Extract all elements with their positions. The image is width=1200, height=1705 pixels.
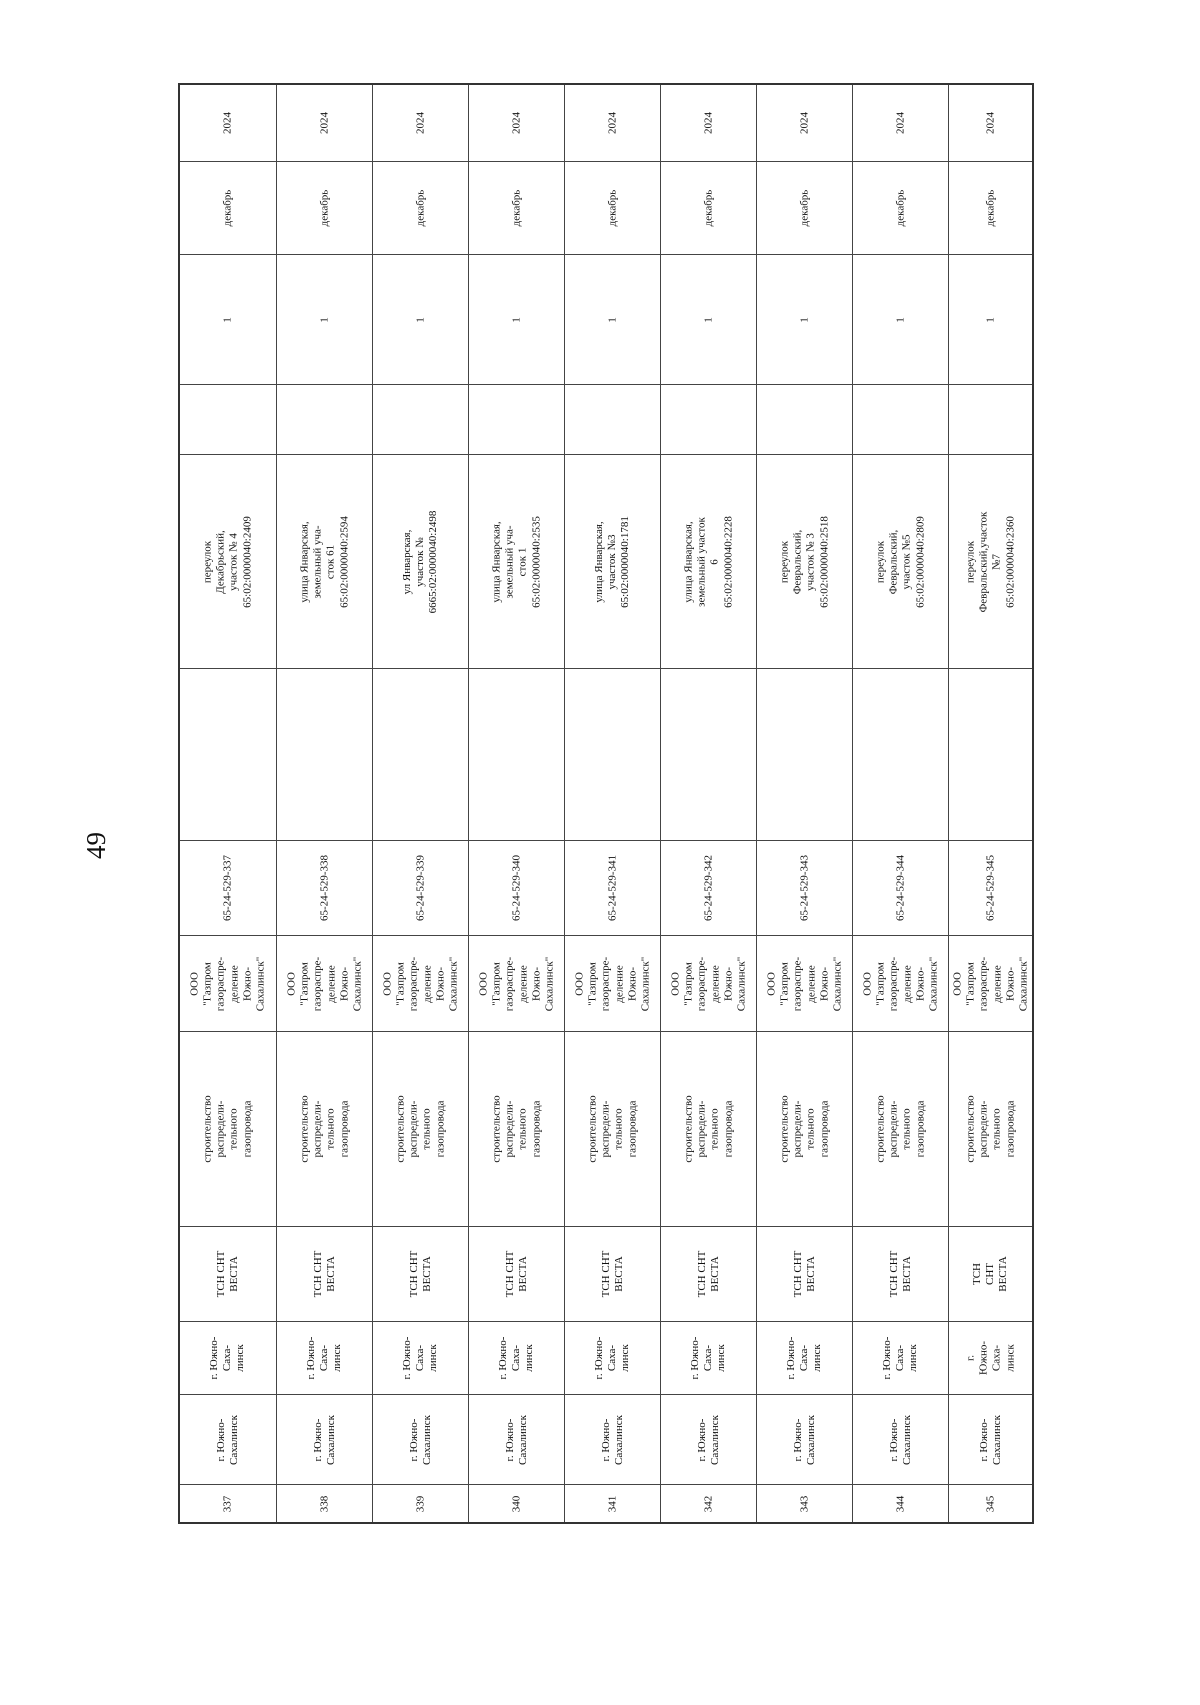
municipality-cell-text: г. Южно- Саха- линск — [964, 1340, 1016, 1376]
municipality-cell — [277, 1321, 372, 1394]
year-cell — [373, 85, 468, 161]
table-row — [660, 85, 756, 1522]
municipality-cell — [949, 1321, 1032, 1394]
address-cell-text: улица Январская, земельный уча- сток 1 65:02:0000040:2535 — [490, 515, 542, 608]
code-cell-text: 65-24-529-338 — [317, 855, 330, 921]
table-row — [468, 85, 564, 1522]
work-cell-text: строительство распредели- тельного газопровода — [964, 1095, 1016, 1163]
year-cell — [853, 85, 948, 161]
table-row — [564, 85, 660, 1522]
code-cell — [469, 840, 564, 935]
blank-cell — [565, 384, 660, 454]
city-cell — [373, 1394, 468, 1484]
code-cell-text: 65-24-529-343 — [797, 855, 810, 921]
address-cell-text: улица Январская, земельный уча- сток 61 65:02:0000040:2594 — [298, 515, 350, 608]
applicant-cell-text: ТСН СНТ ВЕСТА — [599, 1250, 625, 1298]
address-cell — [565, 454, 660, 668]
municipality-cell — [565, 1321, 660, 1394]
code-cell-text: 65-24-529-337 — [221, 855, 234, 921]
code-cell — [757, 840, 852, 935]
applicant-cell — [757, 1226, 852, 1321]
organization-cell — [277, 935, 372, 1031]
city-cell-text: г. Южно-Сахалинск — [977, 1414, 1003, 1465]
work-cell-text: строительство распредели- тельного газопровода — [874, 1095, 926, 1163]
count-cell-text: 1 — [701, 316, 714, 323]
applicant-cell — [469, 1226, 564, 1321]
row-number-cell — [661, 1484, 756, 1522]
row-number-cell-text: 342 — [701, 1495, 714, 1512]
month-cell — [661, 161, 756, 254]
municipality-cell-text: г. Южно- Саха- линск — [688, 1336, 728, 1380]
applicant-cell — [373, 1226, 468, 1321]
work-cell-text: строительство распредели- тельного газопровода — [394, 1095, 446, 1163]
extra-cell — [853, 668, 948, 840]
code-cell-text: 65-24-529-339 — [413, 855, 426, 921]
blank-cell — [853, 384, 948, 454]
city-cell-text: г. Южно-Сахалинск — [503, 1414, 529, 1465]
city-cell-text: г. Южно-Сахалинск — [887, 1414, 913, 1465]
work-cell — [469, 1031, 564, 1226]
organization-cell — [757, 935, 852, 1031]
blank-cell — [373, 384, 468, 454]
address-cell-text: ул Январская, участок № 6665:02:0000040:2498 — [400, 510, 440, 613]
count-cell — [373, 254, 468, 384]
code-cell-text: 65-24-529-340 — [509, 855, 522, 921]
month-cell — [373, 161, 468, 254]
year-cell — [469, 85, 564, 161]
month-cell-text: декабрь — [983, 189, 996, 227]
city-cell — [853, 1394, 948, 1484]
year-cell — [565, 85, 660, 161]
address-cell — [661, 454, 756, 668]
year-cell — [277, 85, 372, 161]
address-cell — [373, 454, 468, 668]
applicant-cell — [277, 1226, 372, 1321]
organization-cell-text: ООО "Газпром газораспре- деление Южно- Сахалинск" — [950, 956, 1029, 1011]
applicant-cell — [565, 1226, 660, 1321]
code-cell — [949, 840, 1032, 935]
year-cell-text: 2024 — [797, 112, 810, 134]
work-cell — [373, 1031, 468, 1226]
work-cell-text: строительство распредели- тельного газопровода — [298, 1095, 350, 1163]
code-cell — [277, 840, 372, 935]
row-number-cell — [180, 1484, 276, 1522]
address-cell-text: улица Январская, участок №3 65:02:0000040:1781 — [592, 515, 632, 608]
organization-cell-text: ООО "Газпром газораспре- деление Южно- Сахалинск" — [476, 956, 555, 1011]
code-cell — [565, 840, 660, 935]
organization-cell — [565, 935, 660, 1031]
row-number-cell-text: 345 — [983, 1495, 996, 1512]
applicant-cell-text: ТСН СНТ ВЕСТА — [970, 1256, 1010, 1292]
address-cell-text: улица Январская, земельный участок 6 65:02:0000040:2228 — [682, 515, 734, 608]
extra-cell — [180, 668, 276, 840]
work-cell — [853, 1031, 948, 1226]
year-cell — [757, 85, 852, 161]
row-number-cell-text: 337 — [221, 1495, 234, 1512]
table-row — [948, 85, 1032, 1522]
address-cell — [469, 454, 564, 668]
row-number-cell — [565, 1484, 660, 1522]
row-number-cell — [277, 1484, 372, 1522]
organization-cell-text: ООО "Газпром газораспре- деление Южно- Сахалинск" — [764, 956, 843, 1011]
count-cell — [277, 254, 372, 384]
month-cell-text: декабрь — [413, 189, 426, 227]
organization-cell — [853, 935, 948, 1031]
month-cell-text: декабрь — [317, 189, 330, 227]
row-number-cell-text: 344 — [893, 1495, 906, 1512]
count-cell-text: 1 — [509, 316, 522, 323]
municipality-cell — [757, 1321, 852, 1394]
count-cell — [949, 254, 1032, 384]
applicant-cell — [949, 1226, 1032, 1321]
city-cell — [949, 1394, 1032, 1484]
municipality-cell-text: г. Южно- Саха- линск — [208, 1336, 247, 1380]
extra-cell — [565, 668, 660, 840]
address-cell-text: переулок Февральский,участок №7 65:02:0000040:2360 — [964, 511, 1016, 612]
address-cell-text: переулок Декабрьский, участок № 4 65:02:0000040:2409 — [201, 515, 254, 608]
municipality-cell-text: г. Южно- Саха- линск — [880, 1336, 920, 1380]
address-cell-text: переулок Февральский, участок №5 65:02:0000040:2809 — [874, 515, 926, 608]
city-cell — [565, 1394, 660, 1484]
row-number-cell — [757, 1484, 852, 1522]
organization-cell — [180, 935, 276, 1031]
year-cell-text: 2024 — [317, 112, 330, 134]
code-cell — [373, 840, 468, 935]
address-cell — [757, 454, 852, 668]
blank-cell — [180, 384, 276, 454]
municipality-cell-text: г. Южно- Саха- линск — [304, 1336, 344, 1380]
organization-cell — [469, 935, 564, 1031]
code-cell-text: 65-24-529-341 — [605, 855, 618, 921]
city-cell-text: г. Южно-Сахалинск — [695, 1414, 721, 1465]
count-cell-text: 1 — [983, 316, 996, 323]
count-cell — [469, 254, 564, 384]
municipality-cell — [469, 1321, 564, 1394]
extra-cell — [373, 668, 468, 840]
count-cell-text: 1 — [605, 316, 618, 323]
work-cell — [565, 1031, 660, 1226]
month-cell — [949, 161, 1032, 254]
address-cell — [853, 454, 948, 668]
code-cell-text: 65-24-529-344 — [893, 855, 906, 921]
address-cell-text: переулок Февральский, участок № 3 65:02:0000040:2518 — [778, 515, 830, 608]
city-cell — [661, 1394, 756, 1484]
year-cell-text: 2024 — [605, 112, 618, 134]
count-cell — [661, 254, 756, 384]
municipality-cell — [661, 1321, 756, 1394]
work-cell — [757, 1031, 852, 1226]
city-cell — [277, 1394, 372, 1484]
municipality-cell-text: г. Южно- Саха- линск — [784, 1336, 824, 1380]
month-cell-text: декабрь — [701, 189, 714, 227]
table-row — [180, 85, 276, 1522]
table-row — [852, 85, 948, 1522]
address-cell — [180, 454, 276, 668]
year-cell-text: 2024 — [701, 112, 714, 134]
month-cell — [853, 161, 948, 254]
month-cell — [565, 161, 660, 254]
month-cell — [469, 161, 564, 254]
row-number-cell — [373, 1484, 468, 1522]
work-cell-text: строительство распредели- тельного газопровода — [490, 1095, 542, 1163]
row-number-cell — [469, 1484, 564, 1522]
month-cell-text: декабрь — [605, 189, 618, 227]
table-row — [276, 85, 372, 1522]
organization-cell — [661, 935, 756, 1031]
applicant-cell-text: ТСН СНТ ВЕСТА — [407, 1250, 433, 1298]
row-number-cell-text: 340 — [509, 1495, 522, 1512]
municipality-cell — [373, 1321, 468, 1394]
applicant-cell-text: ТСН СНТ ВЕСТА — [695, 1250, 721, 1298]
municipality-cell-text: г. Южно- Саха- линск — [496, 1336, 536, 1380]
table-row — [372, 85, 468, 1522]
work-cell — [661, 1031, 756, 1226]
page-number — [76, 820, 116, 870]
city-cell-text: г. Южно-Сахалинск — [599, 1414, 625, 1465]
month-cell-text: декабрь — [893, 189, 906, 227]
year-cell-text: 2024 — [413, 112, 426, 134]
work-cell-text: строительство распредели- тельного газопровода — [586, 1095, 638, 1163]
work-cell — [277, 1031, 372, 1226]
municipality-cell — [180, 1321, 276, 1394]
applicant-cell — [180, 1226, 276, 1321]
address-cell — [277, 454, 372, 668]
code-cell — [661, 840, 756, 935]
work-cell-text: строительство распредели- тельного газопровода — [778, 1095, 830, 1163]
organization-cell-text: ООО "Газпром газораспре- деление Южно- Сахалинск" — [860, 956, 939, 1011]
row-number-cell — [949, 1484, 1032, 1522]
count-cell-text: 1 — [317, 316, 330, 323]
organization-cell-text: ООО "Газпром газораспре- деление Южно- Сахалинск" — [572, 956, 651, 1011]
organization-cell-text: ООО "Газпром газораспре- деление Южно- Сахалинск" — [668, 956, 747, 1011]
registry-table — [178, 83, 1034, 1524]
applicant-cell-text: ТСН СНТ ВЕСТА — [214, 1250, 240, 1298]
count-cell — [180, 254, 276, 384]
table-row — [756, 85, 852, 1522]
year-cell-text: 2024 — [983, 112, 996, 134]
municipality-cell-text: г. Южно- Саха- линск — [592, 1336, 632, 1380]
count-cell-text: 1 — [413, 316, 426, 323]
count-cell-text: 1 — [221, 316, 234, 323]
code-cell — [853, 840, 948, 935]
organization-cell — [949, 935, 1032, 1031]
code-cell-text: 65-24-529-342 — [701, 855, 714, 921]
blank-cell — [661, 384, 756, 454]
blank-cell — [469, 384, 564, 454]
count-cell — [565, 254, 660, 384]
work-cell-text: строительство распредели- тельного газопровода — [682, 1095, 734, 1163]
month-cell-text: декабрь — [797, 189, 810, 227]
organization-cell — [373, 935, 468, 1031]
applicant-cell — [853, 1226, 948, 1321]
count-cell — [853, 254, 948, 384]
year-cell-text: 2024 — [221, 112, 234, 134]
city-cell-text: г. Южно-Сахалинск — [791, 1414, 817, 1465]
blank-cell — [757, 384, 852, 454]
month-cell-text: декабрь — [509, 189, 522, 227]
extra-cell — [469, 668, 564, 840]
count-cell-text: 1 — [797, 316, 810, 323]
city-cell — [757, 1394, 852, 1484]
applicant-cell — [661, 1226, 756, 1321]
work-cell — [180, 1031, 276, 1226]
municipality-cell — [853, 1321, 948, 1394]
blank-cell — [949, 384, 1032, 454]
count-cell-text: 1 — [893, 316, 906, 323]
month-cell — [180, 161, 276, 254]
city-cell-text: г. Южно-Сахалинск — [311, 1414, 337, 1465]
organization-cell-text: ООО "Газпром газораспре- деление Южно- Сахалинск" — [380, 956, 459, 1011]
page-number-text: 49 — [80, 831, 111, 859]
row-number-cell-text: 343 — [797, 1495, 810, 1512]
extra-cell — [757, 668, 852, 840]
year-cell — [180, 85, 276, 161]
city-cell-text: г. Южно-Сахалинск — [214, 1414, 240, 1465]
year-cell-text: 2024 — [893, 112, 906, 134]
address-cell — [949, 454, 1032, 668]
code-cell — [180, 840, 276, 935]
year-cell-text: 2024 — [509, 112, 522, 134]
municipality-cell-text: г. Южно- Саха- линск — [400, 1336, 440, 1380]
row-number-cell-text: 338 — [317, 1495, 330, 1512]
city-cell — [180, 1394, 276, 1484]
extra-cell — [949, 668, 1032, 840]
work-cell-text: строительство распредели- тельного газопровода — [201, 1095, 254, 1163]
row-number-cell-text: 339 — [413, 1495, 426, 1512]
month-cell-text: декабрь — [221, 189, 234, 227]
city-cell — [469, 1394, 564, 1484]
applicant-cell-text: ТСН СНТ ВЕСТА — [791, 1250, 817, 1298]
year-cell — [661, 85, 756, 161]
organization-cell-text: ООО "Газпром газораспре- деление Южно- Сахалинск" — [188, 956, 267, 1011]
applicant-cell-text: ТСН СНТ ВЕСТА — [311, 1250, 337, 1298]
blank-cell — [277, 384, 372, 454]
year-cell — [949, 85, 1032, 161]
month-cell — [757, 161, 852, 254]
extra-cell — [661, 668, 756, 840]
applicant-cell-text: ТСН СНТ ВЕСТА — [503, 1250, 529, 1298]
code-cell-text: 65-24-529-345 — [983, 855, 996, 921]
row-number-cell — [853, 1484, 948, 1522]
applicant-cell-text: ТСН СНТ ВЕСТА — [887, 1250, 913, 1298]
city-cell-text: г. Южно-Сахалинск — [407, 1414, 433, 1465]
month-cell — [277, 161, 372, 254]
row-number-cell-text: 341 — [605, 1495, 618, 1512]
organization-cell-text: ООО "Газпром газораспре- деление Южно- Сахалинск" — [284, 956, 363, 1011]
work-cell — [949, 1031, 1032, 1226]
extra-cell — [277, 668, 372, 840]
count-cell — [757, 254, 852, 384]
